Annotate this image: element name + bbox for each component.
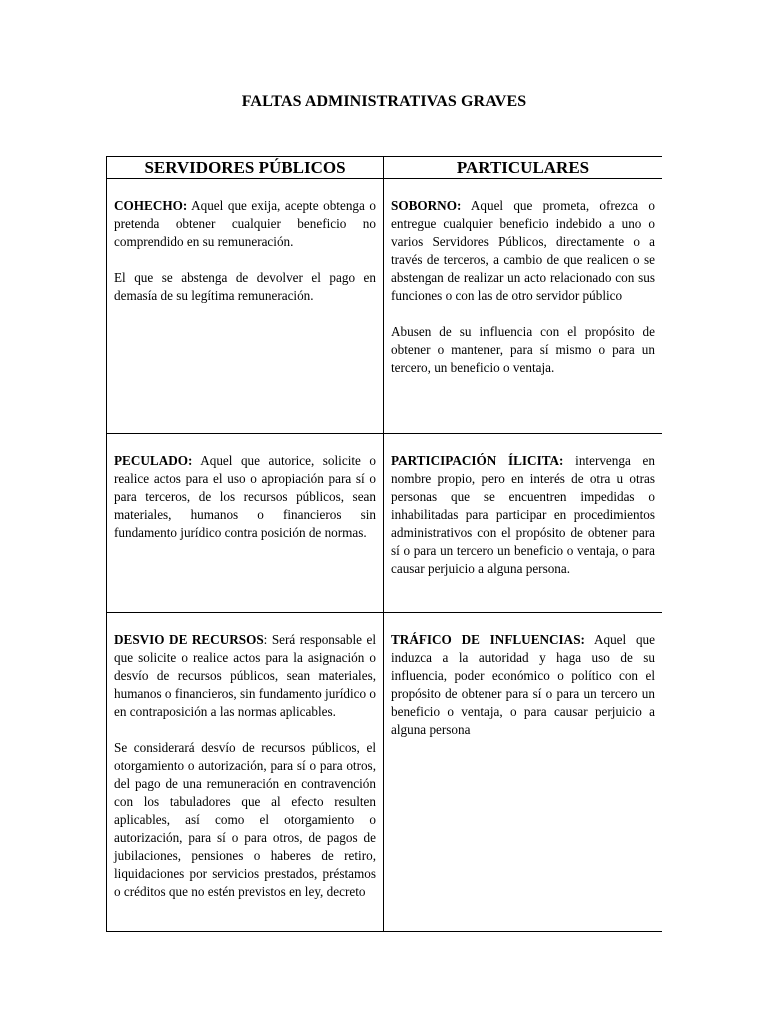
table-header-row: [107, 157, 663, 179]
participacion-paragraph: [391, 452, 655, 578]
peculado-term: PECULADO:: [114, 453, 193, 468]
cohecho-text: Aquel que exija, acepte obtenga o pretenda obtener cualquier beneficio no comprendido en su remuneración.: [114, 198, 376, 249]
participacion-term: PARTICIPACIÓN ÍLICITA:: [391, 453, 564, 468]
cohecho-term: COHECHO:: [114, 198, 188, 213]
trafico-term: TRÁFICO DE INFLUENCIAS:: [391, 632, 585, 647]
desvio-paragraph: [114, 631, 376, 721]
faltas-table: [106, 156, 662, 932]
trafico-paragraph: [391, 631, 655, 739]
page-title: FALTAS ADMINISTRATIVAS GRAVES: [241, 93, 527, 110]
soborno-term: SOBORNO:: [391, 198, 462, 213]
table-row: [107, 613, 663, 933]
soborno-text: Aquel que prometa, ofrezca o entregue cualquier beneficio indebido a uno o varios Servidores Públicos, directamente o a través de terceros, a cambio de que realicen o se abstengan de realizar un acto relacionado con sus funciones o con las de otro servidor público: [391, 198, 655, 303]
participacion-text: intervenga en nombre propio, pero en interés de otra u otras personas que se encuentren impedidas o inhabilitadas para participar en procedimientos administrativos con el propósito de obtener para sí o para un tercero un beneficio o ventaja, o para causar perjuicio a alguna persona.: [391, 453, 655, 576]
trafico-text: Aquel que induzca a la autoridad y haga uso de su influencia, poder económico o político con el propósito de obtener para sí o para un tercero un beneficio o ventaja, o para causar perjuicio a alguna persona: [391, 632, 655, 737]
column-header-particulares: PARTICULARES: [384, 157, 663, 179]
soborno-paragraph: [391, 197, 655, 305]
cell-cohecho: [107, 179, 384, 434]
cell-soborno: [384, 179, 663, 434]
desvio-term: DESVIO DE RECURSOS: [114, 632, 264, 647]
table-row: [107, 179, 663, 434]
cohecho-paragraph: [114, 197, 376, 251]
peculado-text: Aquel que autorice, solicite o realice actos para el uso o apropiación para sí o para terceros, de los recursos públicos, sean materiales, humanos o financieros sin fundamento jurídico contra posición de normas.: [114, 453, 376, 540]
cell-participacion-ilicita: [384, 434, 663, 613]
table-row: [107, 434, 663, 613]
column-header-servidores: SERVIDORES PÚBLICOS: [107, 157, 384, 179]
cohecho-extra: El que se abstenga de devolver el pago en demasía de su legítima remuneración.: [114, 270, 376, 303]
desvio-text: : Será responsable el que solicite o realice actos para la asignación o desvío de recursos públicos, sean materiales, humanos o financieros, sin fundamento jurídico o en contraposición a las normas aplicables.: [114, 632, 376, 719]
cell-desvio-recursos: [107, 613, 384, 933]
cell-peculado: [107, 434, 384, 613]
desvio-extra: Se considerará desvío de recursos públicos, el otorgamiento o autorización, para sí o para otros, del pago de una remuneración en contravención con los tabuladores que al efecto resulten aplicables, así como el otorgamiento o autorización, para sí o para otros, de pagos de jubilaciones, pensiones o haberes de retiro, liquidaciones por servicios prestados, préstamos o créditos que no estén previstos en ley, decreto: [114, 740, 376, 899]
soborno-extra: Abusen de su influencia con el propósito de obtener o mantener, para sí mismo o para un tercero, un beneficio o ventaja.: [391, 324, 655, 375]
peculado-paragraph: [114, 452, 376, 542]
cell-trafico-influencias: [384, 613, 663, 933]
